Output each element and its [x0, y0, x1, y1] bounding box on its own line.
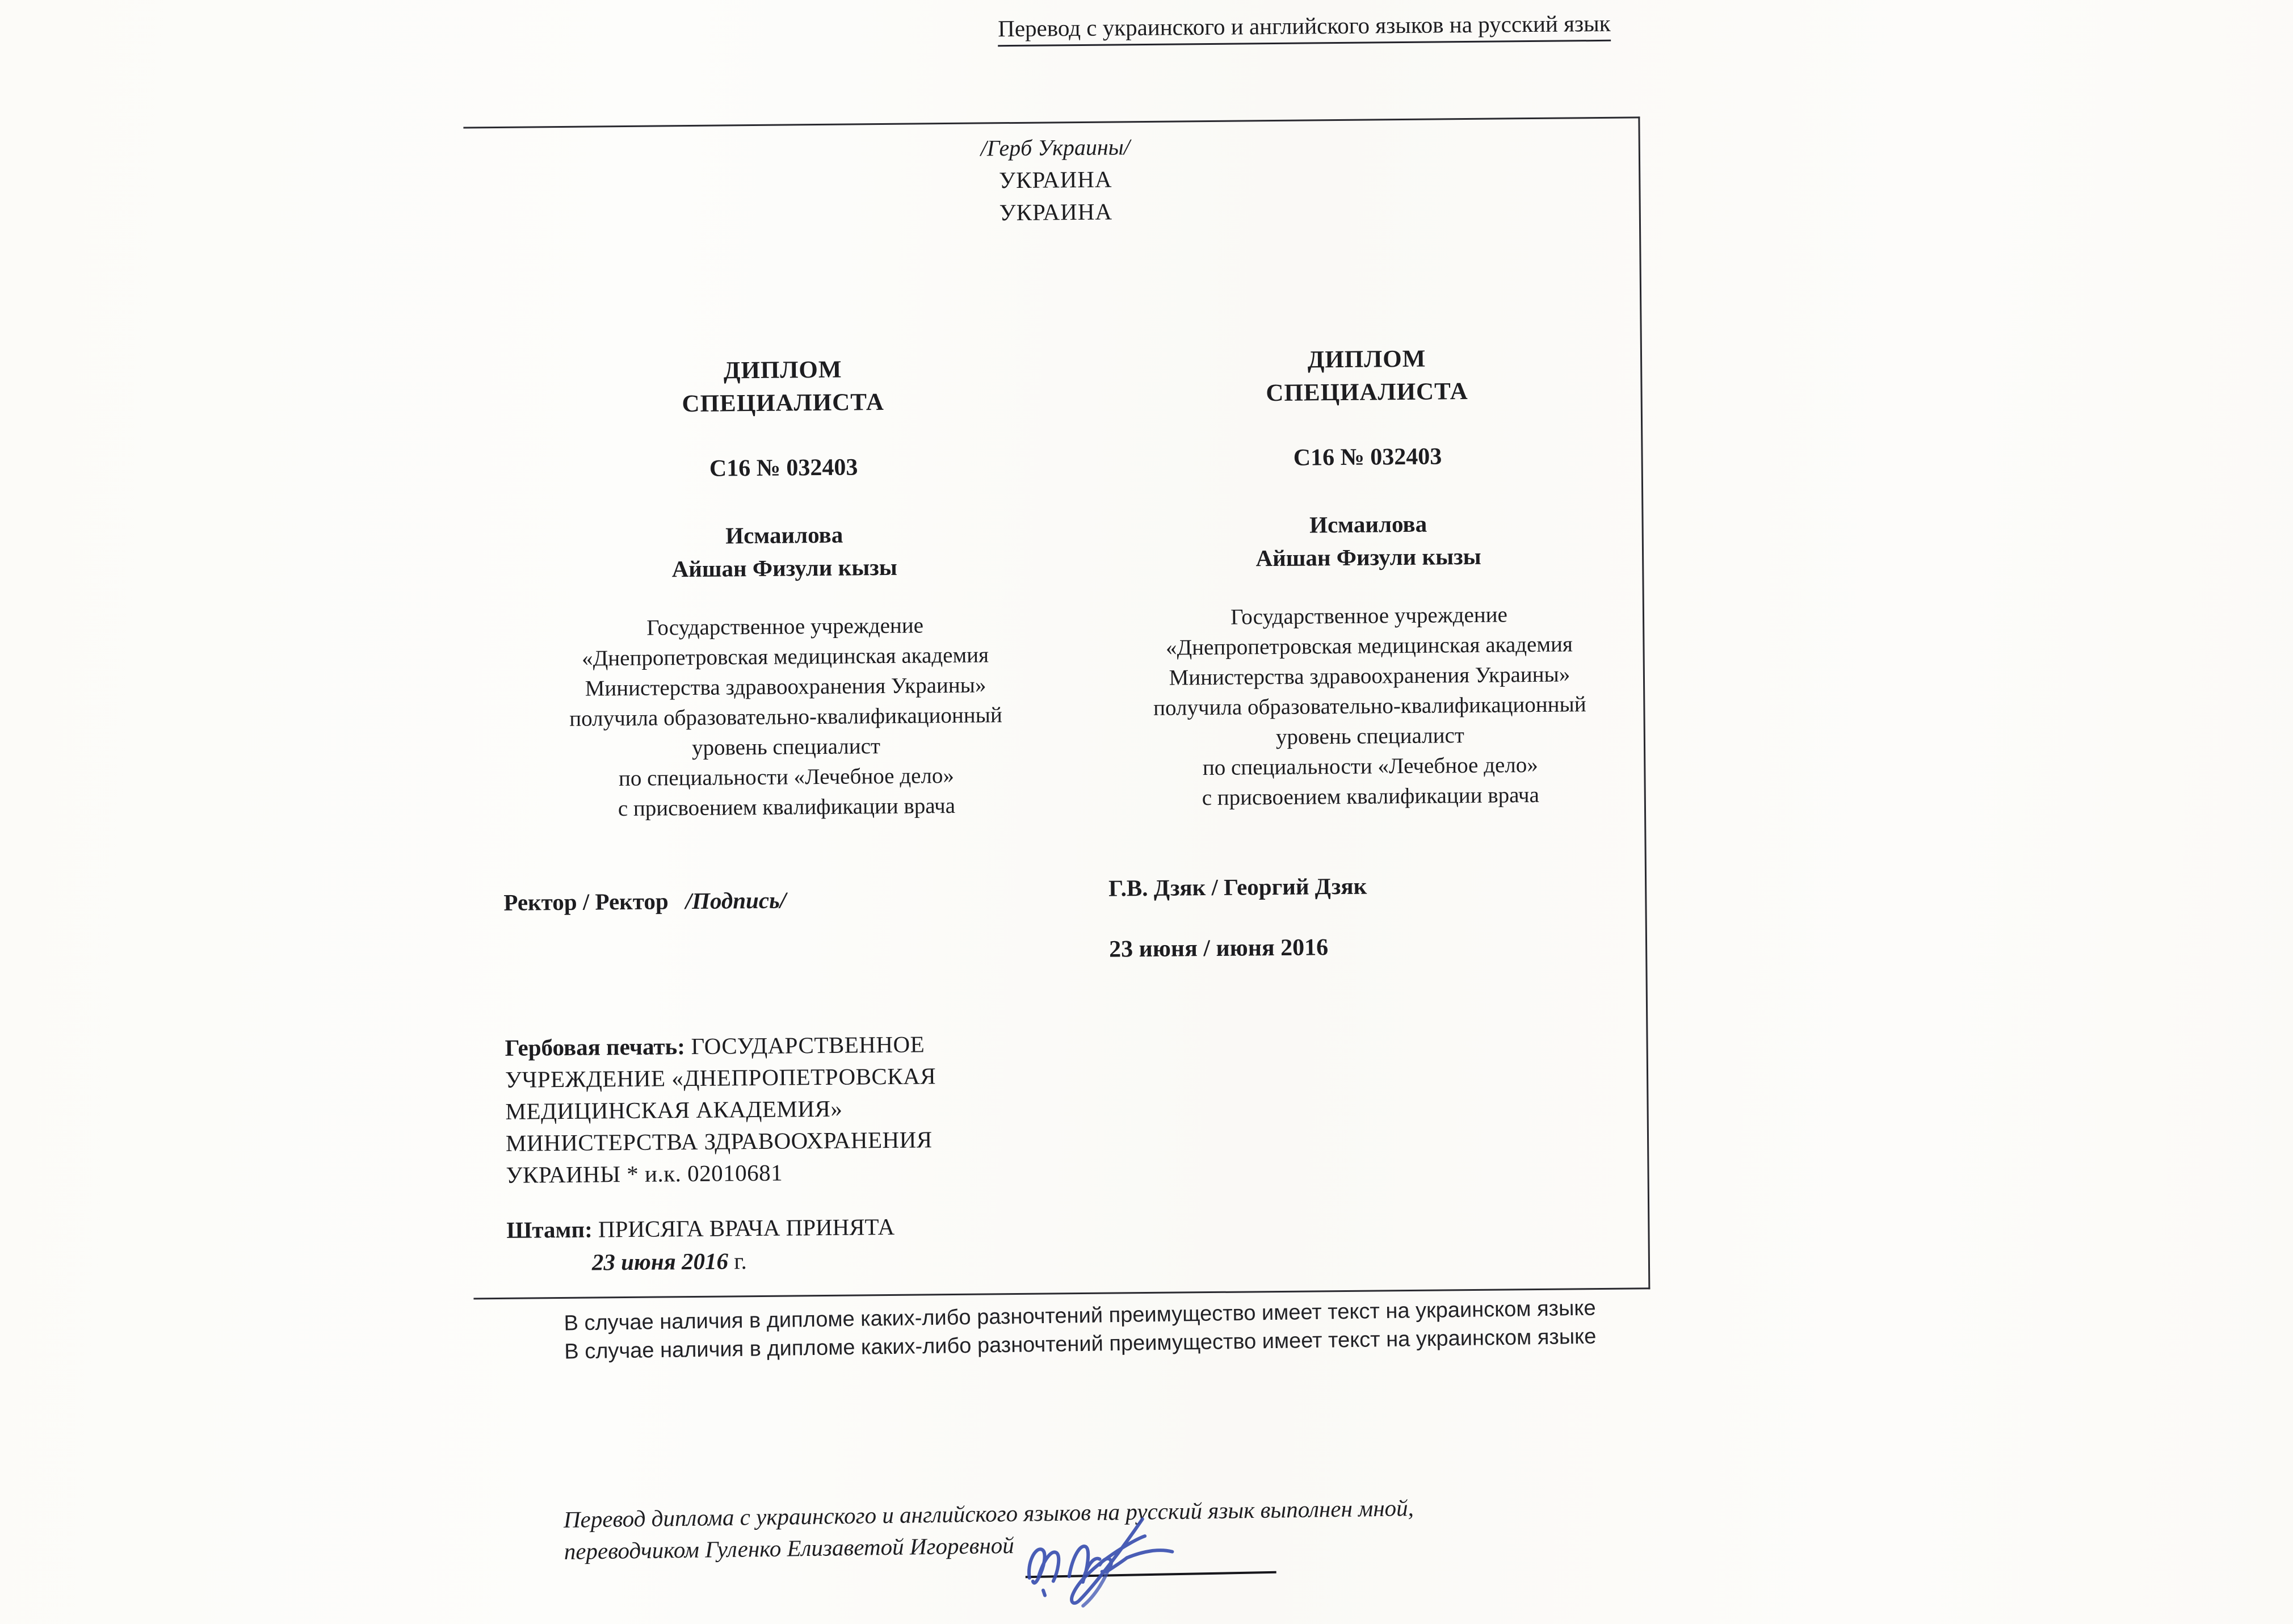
seal-label: Гербовая печать:: [505, 1033, 686, 1061]
graduate-given-names: Айшан Физули кызы: [671, 553, 897, 582]
body-line: Министерства здравоохранения Украины»: [585, 673, 986, 701]
body-line: Государственное учреждение: [646, 613, 924, 640]
stamp-text: ПРИСЯГА ВРАЧА ПРИНЯТА: [598, 1213, 895, 1243]
body-line: по специальности «Лечебное дело»: [618, 763, 955, 791]
graduate-surname: Исмаилова: [725, 521, 843, 549]
country-name-line-2: УКРАИНА: [999, 198, 1113, 226]
diploma-body-left: [501, 609, 1070, 825]
diploma-serial-right: С16 № 032403: [1293, 443, 1442, 471]
body-line: уровень специалист: [691, 734, 881, 760]
seal-line: МИНИСТЕРСТВА ЗДРАВООХРАНЕНИЯ: [505, 1126, 933, 1156]
seal-text: ГОСУДАРСТВЕННОЕ: [691, 1031, 925, 1060]
coat-of-arms-note: /Герб Украины/: [980, 134, 1131, 161]
diploma-title-line: ДИПЛОМ: [1307, 345, 1426, 374]
body-line: получила образовательно-квалификационный: [1153, 692, 1586, 720]
translator-statement-line: Перевод диплома с украинского и английского языков на русский язык выполнен мной,: [563, 1495, 1414, 1533]
translator-signature-scribble: [1010, 1509, 1175, 1615]
diploma-title-line: ДИПЛОМ: [723, 356, 842, 384]
body-line: по специальности «Лечебное дело»: [1202, 752, 1538, 780]
seal-line: УКРАИНЫ * и.к. 02010681: [506, 1159, 783, 1188]
country-name-line-1: УКРАИНА: [998, 166, 1112, 194]
issue-date-line: 23 июня / июня 2016: [1108, 934, 1329, 963]
body-line: Государственное учреждение: [1230, 602, 1508, 630]
seal-line: УЧРЕЖДЕНИЕ «ДНЕПРОПЕТРОВСКАЯ: [505, 1063, 936, 1093]
diploma-serial-left: С16 № 032403: [709, 454, 858, 482]
stamp-label: Штамп:: [506, 1216, 593, 1243]
stamp-date: 23 июня 2016: [591, 1248, 729, 1275]
graduate-given-names: Айшан Физули кызы: [1255, 543, 1481, 572]
body-line: Министерства здравоохранения Украины»: [1169, 662, 1570, 690]
discrepancy-note-line: В случае наличия в дипломе каких-либо разночтений преимущество имеет текст на украинском языке: [564, 1324, 1597, 1364]
seal-description: [505, 1027, 1051, 1191]
graduate-name-right: [1084, 505, 1652, 576]
translation-direction-header: [935, 9, 1673, 47]
seal-line: [505, 1027, 1049, 1064]
diploma-title-line: СПЕЦИАЛИСТА: [682, 389, 885, 418]
translator-statement: [564, 1492, 1414, 1567]
diploma-header: [472, 126, 1639, 233]
rector-label: Ректор / Ректор: [503, 888, 669, 916]
rector-signature-line: [503, 887, 786, 916]
body-line: «Днепропетровская медицинская академия: [1165, 632, 1573, 660]
stamp-date-line: [592, 1243, 895, 1279]
body-line: с присвоением квалификации врача: [1202, 782, 1540, 811]
stamp-date-suffix: г.: [734, 1248, 747, 1274]
body-line: «Днепропетровская медицинская академия: [582, 643, 989, 671]
rector-name-line: Г.В. Дзяк / Георгий Дзяк: [1108, 872, 1367, 901]
graduate-surname: Исмаилова: [1309, 510, 1427, 538]
stamp-description: [506, 1210, 895, 1279]
body-line: получила образовательно-квалификационный: [569, 703, 1002, 731]
diploma-title-left: [499, 351, 1067, 422]
signature-placeholder-note: /Подпись/: [685, 887, 787, 914]
diploma-title-right: [1083, 341, 1651, 412]
seal-line: МЕДИЦИНСКАЯ АКАДЕМИЯ»: [505, 1095, 843, 1124]
graduate-name-left: [500, 516, 1068, 587]
diploma-title-line: СПЕЦИАЛИСТА: [1266, 378, 1468, 407]
diploma-body-right: [1085, 598, 1654, 814]
body-line: с присвоением квалификации врача: [618, 793, 956, 821]
translator-statement-line: переводчиком Гуленко Елизаветой Игоревной: [564, 1531, 1015, 1565]
translation-direction-note: Перевод с украинского и английского языков на русский язык: [998, 10, 1611, 47]
discrepancy-notes: [486, 1293, 1673, 1367]
body-line: уровень специалист: [1275, 723, 1465, 750]
stamp-line: [506, 1210, 894, 1247]
discrepancy-note-line: В случае наличия в дипломе каких-либо разночтений преимущество имеет текст на украинском языке: [564, 1296, 1596, 1336]
